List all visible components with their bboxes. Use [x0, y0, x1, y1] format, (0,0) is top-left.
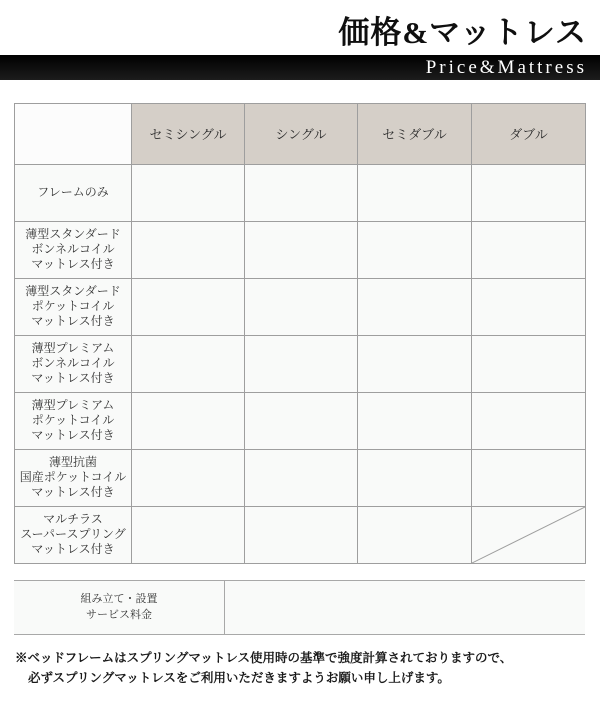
header-row	[15, 103, 586, 164]
price-cell	[472, 335, 586, 392]
price-cell	[472, 392, 586, 449]
price-cell	[132, 449, 245, 506]
table-row-premium-pocket	[15, 392, 586, 449]
price-cell	[472, 221, 586, 278]
column-header-semi-single: セミシングル	[132, 103, 245, 164]
footnote	[15, 648, 585, 688]
price-cell	[472, 278, 586, 335]
row-label: 薄型抗菌 国産ポケットコイル マットレス付き	[15, 449, 132, 506]
title-banner	[0, 55, 600, 80]
page-title: 価格&マットレス	[338, 15, 587, 50]
price-cell	[245, 506, 358, 563]
price-cell	[472, 164, 586, 221]
price-cell	[245, 335, 358, 392]
service-fee-label: 組み立て・設置 サービス料金	[14, 581, 225, 634]
service-fee-table	[14, 580, 585, 635]
price-cell	[132, 392, 245, 449]
price-cell	[358, 278, 472, 335]
banner-subtitle: Price&Mattress	[425, 56, 587, 78]
column-header-semi-double: セミダブル	[358, 103, 472, 164]
row-label: 薄型プレミアム ポケットコイル マットレス付き	[15, 392, 132, 449]
price-cell	[132, 164, 245, 221]
price-cell	[358, 335, 472, 392]
header	[0, 0, 600, 54]
column-header-double: ダブル	[472, 103, 586, 164]
price-cell	[245, 392, 358, 449]
price-cell	[358, 392, 472, 449]
table-row-standard-pocket	[15, 278, 586, 335]
price-cell	[245, 221, 358, 278]
service-fee-value	[225, 581, 585, 634]
table-row-standard-bonnell	[15, 221, 586, 278]
row-label: 薄型プレミアム ボンネルコイル マットレス付き	[15, 335, 132, 392]
price-cell	[132, 335, 245, 392]
price-cell	[472, 449, 586, 506]
price-table	[14, 103, 586, 564]
price-cell	[132, 506, 245, 563]
price-cell	[358, 449, 472, 506]
price-cell	[132, 278, 245, 335]
price-cell	[358, 164, 472, 221]
price-cell	[245, 278, 358, 335]
footnote-line: ※ベッドフレームはスプリングマットレス使用時の基準で強度計算されておりますので、	[15, 650, 513, 665]
price-cell	[245, 449, 358, 506]
table-row-frame-only	[15, 164, 586, 221]
price-cell	[358, 221, 472, 278]
price-cell	[358, 506, 472, 563]
table-row-antibacterial-pocket	[15, 449, 586, 506]
row-label: 薄型スタンダード ボンネルコイル マットレス付き	[15, 221, 132, 278]
column-header-single: シングル	[245, 103, 358, 164]
price-cell	[132, 221, 245, 278]
row-label: マルチラス スーパースプリング マットレス付き	[15, 506, 132, 563]
diagonal-slash-icon	[472, 507, 585, 563]
row-label: フレームのみ	[15, 164, 132, 221]
price-cell-unavailable	[472, 506, 586, 563]
row-label: 薄型スタンダード ポケットコイル マットレス付き	[15, 278, 132, 335]
price-cell	[245, 164, 358, 221]
table-row-premium-bonnell	[15, 335, 586, 392]
corner-cell	[15, 103, 132, 164]
footnote-line: 必ずスプリングマットレスをご利用いただきますようお願い申し上げます。	[28, 670, 450, 685]
table-row-multilas-spring	[15, 506, 586, 563]
